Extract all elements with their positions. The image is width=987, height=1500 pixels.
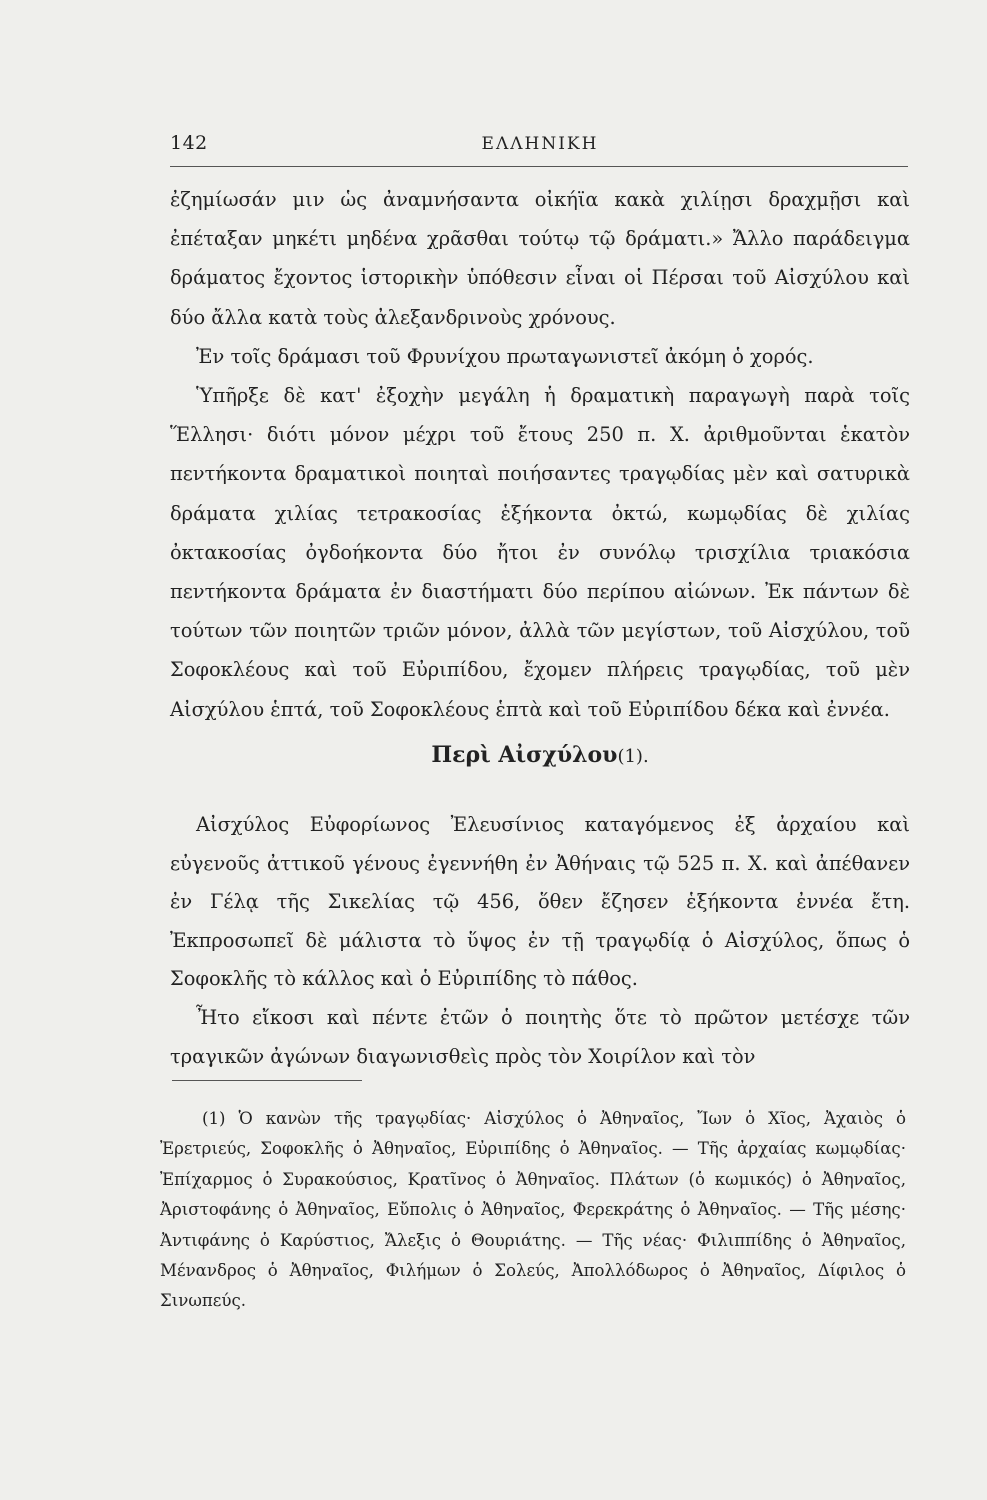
section-text (170, 806, 910, 1076)
header-rule (170, 166, 908, 167)
page-number: 142 (170, 132, 208, 154)
section-paragraph-1: Αἰσχύλος Εὐφορίωνος Ἐλευσίνιος καταγόμενος ἐξ ἀρχαίου καὶ εὐγενοῦς ἀττικοῦ γένους ἐγεννήθη ἐν Ἀθήναις τῷ 525 π. Χ. καὶ ἀπέθανεν ἐν Γέλᾳ τῆς Σικελίας τῷ 456, ὅθεν ἔζησεν ἑξήκοντα ἐννέα ἔτη. Ἐκπροσωπεῖ δὲ μάλιστα τὸ ὕψος ἐν τῇ τραγῳδίᾳ ὁ Αἰσχύλος, ὅπως ὁ Σοφοκλῆς τὸ κάλλος καὶ ὁ Εὐριπίδης τὸ πάθος. (170, 813, 910, 991)
running-title: ΕΛΛΗΝΙΚΗ (481, 134, 599, 154)
section-heading-title: Περὶ Αἰσχύλου (431, 742, 618, 768)
paragraph-3: Ὑπῆρξε δὲ κατ' ἐξοχὴν μεγάλη ἡ δραματικὴ παραγωγὴ παρὰ τοῖς Ἕλλησι· διότι μόνον μέχρι τοῦ ἔτους 250 π. Χ. ἀριθμοῦνται ἑκατὸν πεντήκοντα δραματικοὶ ποιηταὶ ποιήσαντες τραγῳδίας μὲν καὶ σατυρικὰ δράματα χιλίας τετρακοσίας ἑξήκοντα ὀκτώ, κωμῳδίας δὲ χιλίας ὀκτακοσίας ὀγδοήκοντα δύο ἤτοι ἐν συνόλῳ τρισχίλια τριακόσια πεντήκοντα δράματα ἐν διαστήματι δύο περίπου αἰώνων. Ἐκ πάντων δὲ τούτων τῶν ποιητῶν τριῶν μόνον, ἀλλὰ τῶν μεγίστων, τοῦ Αἰσχύλου, τοῦ Σοφοκλέους καὶ τοῦ Εὐριπίδου, ἔχομεν πλήρεις τραγῳδίας, τοῦ μὲν Αἰσχύλου ἑπτά, τοῦ Σοφοκλέους ἑπτὰ καὶ τοῦ Εὐριπίδου δέκα καὶ ἐννέα. (170, 384, 910, 721)
section-heading (170, 742, 910, 768)
section-paragraph-2: Ἦτο εἴκοσι καὶ πέντε ἐτῶν ὁ ποιητὴς ὅτε τὸ πρῶτον μετέσχε τῶν τραγικῶν ἀγώνων διαγωνισθεὶς πρὸς τὸν Χοιρίλον καὶ τὸν (170, 1005, 910, 1068)
body-text (170, 180, 910, 729)
paragraph-1: ἐζημίωσάν μιν ὡς ἀναμνήσαντα οἰκήϊα κακὰ χιλίῃσι δραχμῇσι καὶ ἐπέταξαν μηκέτι μηδένα χρᾶσθαι τούτῳ τῷ δράματι.» Ἄλλο παράδειγμα δράματος ἔχοντος ἱστορικὴν ὑπόθεσιν εἶναι οἱ Πέρσαι τοῦ Αἰσχύλου καὶ δύο ἄλλα κατὰ τοὺς ἀλεξανδρινοὺς χρόνους. (170, 188, 910, 329)
page-header (170, 132, 910, 162)
footnote-rule (172, 1080, 362, 1081)
section-heading-footnote-ref: (1). (617, 746, 649, 767)
paragraph-2: Ἐν τοῖς δράμασι τοῦ Φρυνίχου πρωταγωνιστεῖ ἀκόμη ὁ χορός. (196, 344, 814, 368)
footnote: (1) Ὁ κανὼν τῆς τραγῳδίας· Αἰσχύλος ὁ Ἀθηναῖος, Ἴων ὁ Χῖος, Ἀχαιὸς ὁ Ἐρετριεύς, Σοφοκλῆς ὁ Ἀθηναῖος, Εὐριπίδης ὁ Ἀθηναῖος. — Τῆς ἀρχαίας κωμῳδίας· Ἐπίχαρμος ὁ Συρακούσιος, Κρατῖνος ὁ Ἀθηναῖος. Πλάτων (ὁ κωμικός) ὁ Ἀθηναῖος, Ἀριστοφάνης ὁ Ἀθηναῖος, Εὔπολις ὁ Ἀθηναῖος, Φερεκράτης ὁ Ἀθηναῖος. — Τῆς μέσης· Ἀντιφάνης ὁ Καρύστιος, Ἄλεξις ὁ Θουριάτης. — Τῆς νέας· Φιλιππίδης ὁ Ἀθηναῖος, Μένανδρος ὁ Ἀθηναῖος, Φιλήμων ὁ Σολεύς, Ἀπολλόδωρος ὁ Ἀθηναῖος, Δίφιλος ὁ Σινωπεύς. (160, 1109, 906, 1311)
